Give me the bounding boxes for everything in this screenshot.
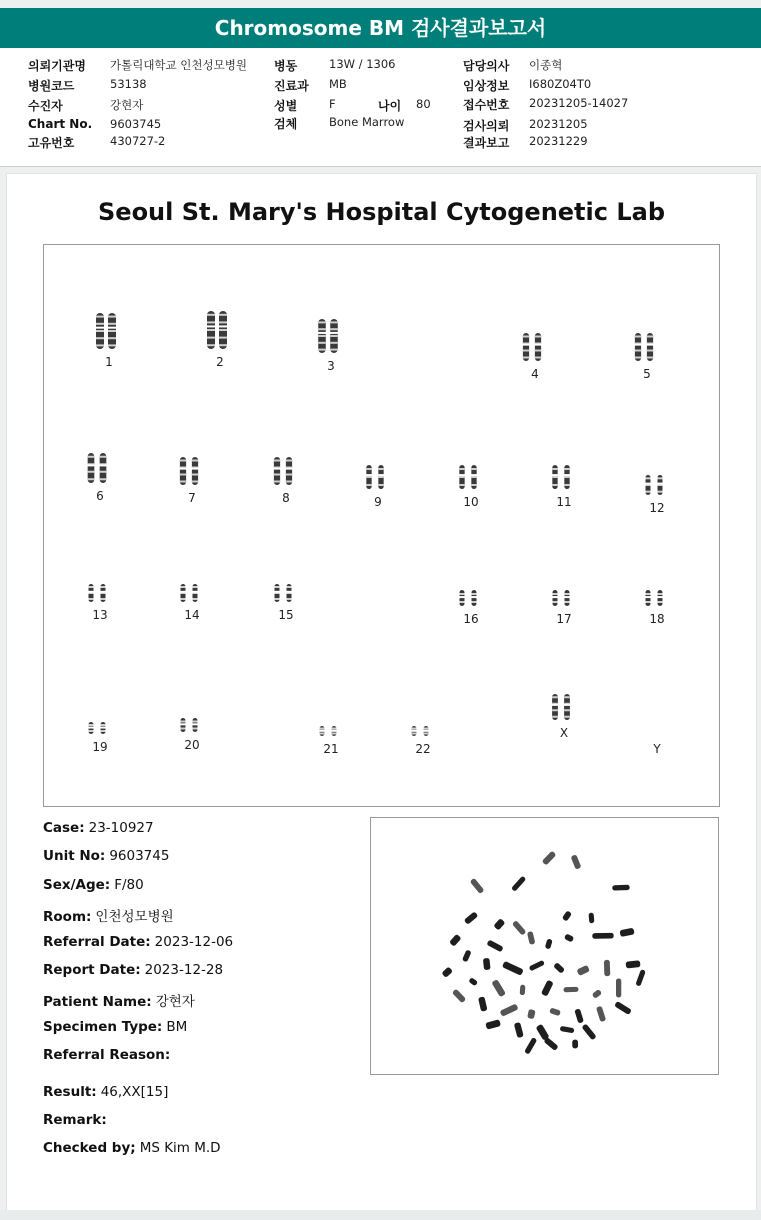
case-info-row [43,1084,168,1100]
case-info-row [43,1019,187,1035]
chromosome-label: 14 [184,608,200,622]
chromosome-pair-icon [393,692,453,748]
chromosome-5 [617,317,677,381]
chromosome-label: Y [653,742,661,756]
chromosome-16 [441,562,501,626]
chromosome-pair-icon [79,305,139,361]
sex-label: 성별 [274,99,298,113]
accession-value: 20231205-14027 [529,96,629,110]
chromosome-pair-icon [534,562,594,618]
chromosome-label: 20 [184,738,200,752]
metaphase-spread-icon [371,818,718,1074]
accession-label: 접수번호 [463,98,510,112]
department-value: MB [329,77,347,91]
chromosome-pair-icon [70,439,130,495]
case-info-label: Unit No: [43,848,106,864]
case-info-row [43,1047,174,1063]
chromosome-label: 3 [327,359,335,373]
chromosome-pair-icon [256,558,316,614]
chromosome-label: 2 [216,355,224,369]
chromosome-pair-icon [534,676,594,732]
request-date-label: 검사의뢰 [463,119,510,133]
hospital-name-value: 가톨릭대학교 인천성모병원 [110,58,247,72]
chromosome-label: 21 [323,742,339,756]
case-info-row [43,990,195,1010]
chromosome-pair-icon [162,688,222,744]
case-info-label: Case: [43,820,85,836]
case-info-value: 46,XX[15] [100,1084,169,1100]
case-info-row [43,1112,111,1128]
chromosome-13 [70,558,130,622]
case-info-label: Room: [43,909,92,925]
chromosome-label: 1 [105,355,113,369]
chromosome-4 [505,317,565,381]
case-info-value: 23-10927 [88,820,154,836]
chromosome-pair-icon [162,558,222,614]
unique-id-label: 고유번호 [28,136,75,150]
case-info-value: 2023-12-28 [144,962,224,978]
chromosome-label: 12 [649,501,665,515]
case-info-value: F/80 [114,877,144,893]
chromosome-y [627,692,687,756]
chromosome-label: 4 [531,367,539,381]
age-value: 80 [416,97,431,111]
chromosome-pair-icon [301,309,361,365]
chromosome-18 [627,562,687,626]
chromosome-pair-icon [348,445,408,501]
request-date-value: 20231205 [529,117,588,131]
chromosome-15 [256,558,316,622]
chromosome-label: 13 [92,608,108,622]
case-info-label: Report Date: [43,962,141,978]
chromosome-pair-icon [441,562,501,618]
chromosome-label: 22 [415,742,431,756]
chromosome-9 [348,445,408,509]
chromosome-21 [301,692,361,756]
lab-title: Seoul St. Mary's Hospital Cytogenetic Lab [98,198,665,226]
case-info-label: Referral Reason: [43,1047,171,1063]
chromosome-pair-icon [617,317,677,373]
report-title: Chromosome BM 검사결과보고서 [0,8,761,48]
chromosome-3 [301,309,361,373]
chromosome-pair-icon [190,305,250,361]
case-info-row [43,877,144,893]
patient-label: 수진자 [28,99,63,113]
chromosome-pair-icon [505,317,565,373]
chromosome-label: 16 [463,612,479,626]
karyogram [43,244,720,807]
chromosome-pair-icon [534,445,594,501]
chromosome-label: 6 [96,489,104,503]
chromosome-17 [534,562,594,626]
case-info-row [43,934,233,950]
bottom-strip [0,1210,761,1220]
chromosome-label: 15 [278,608,294,622]
hospital-name-label: 의뢰기관명 [28,59,86,73]
chromosome-pair-icon [70,558,130,614]
specimen-label: 검체 [274,117,298,131]
case-info-label: Remark: [43,1112,107,1128]
sex-value: F [329,97,336,111]
specimen-value: Bone Marrow [329,115,405,129]
chromosome-20 [162,688,222,752]
chromosome-label: 10 [463,495,479,509]
case-info-value: BM [166,1019,188,1035]
case-info-row [43,1140,221,1156]
case-info-row [43,905,174,925]
chromosome-pair-icon [256,441,316,497]
chromosome-label: 5 [643,367,651,381]
chart-no-value: 9603745 [110,117,162,131]
chromosome-pair-icon [301,692,361,748]
result-date-label: 결과보고 [463,136,510,150]
patient-header [0,48,761,167]
chromosome-8 [256,441,316,505]
chromosome-10 [441,445,501,509]
chromosome-19 [70,690,130,754]
clinical-info-label: 임상정보 [463,79,510,93]
hospital-code-value: 53138 [110,77,147,91]
case-info-row [43,848,169,864]
case-info-value: 강현자 [155,994,195,1010]
case-info-value: MS Kim M.D [139,1140,221,1156]
case-info-value: 9603745 [109,848,170,864]
chromosome-label: 7 [188,491,196,505]
chromosome-pair-icon [70,690,130,746]
chromosome-label: 11 [556,495,572,509]
patient-value: 강현자 [110,98,144,112]
report-panel [6,173,757,1212]
chromosome-6 [70,439,130,503]
case-info-label: Checked by; [43,1140,136,1156]
case-info-value: 인천성모병원 [95,909,174,925]
chromosome-7 [162,441,222,505]
chromosome-11 [534,445,594,509]
doctor-label: 담당의사 [463,59,510,73]
chromosome-14 [162,558,222,622]
case-info-row [43,962,223,978]
chromosome-2 [190,305,250,369]
chromosome-label: 17 [556,612,572,626]
chromosome-pair-icon [441,445,501,501]
chromosome-12 [627,451,687,515]
chromosome-pair-icon [627,451,687,507]
unique-id-value: 430727-2 [110,134,166,148]
case-info-label: Patient Name: [43,994,152,1010]
chart-no-label: Chart No. [28,117,93,131]
clinical-info-value: I680Z04T0 [529,77,592,91]
chromosome-pair-icon [627,562,687,618]
age-label: 나이 [378,99,402,113]
chromosome-1 [79,305,139,369]
chromosome-label: 18 [649,612,665,626]
hospital-code-label: 병원코드 [28,79,75,93]
result-date-value: 20231229 [529,134,588,148]
case-info-label: Result: [43,1084,97,1100]
department-label: 진료과 [274,79,309,93]
case-info-label: Referral Date: [43,934,151,950]
chromosome-label: 9 [374,495,382,509]
case-info-label: Sex/Age: [43,877,111,893]
chromosome-22 [393,692,453,756]
ward-label: 병동 [274,59,298,73]
case-info-label: Specimen Type: [43,1019,163,1035]
chromosome-x [534,676,594,740]
case-info-value: 2023-12-06 [154,934,234,950]
chromosome-label: 8 [282,491,290,505]
case-info-row [43,820,154,836]
chromosome-label: X [559,726,569,740]
doctor-value: 이종혁 [529,58,563,72]
chromosome-label: 19 [92,740,108,754]
chromosome-pair-icon [162,441,222,497]
ward-value: 13W / 1306 [329,57,396,71]
metaphase-image [370,817,719,1075]
